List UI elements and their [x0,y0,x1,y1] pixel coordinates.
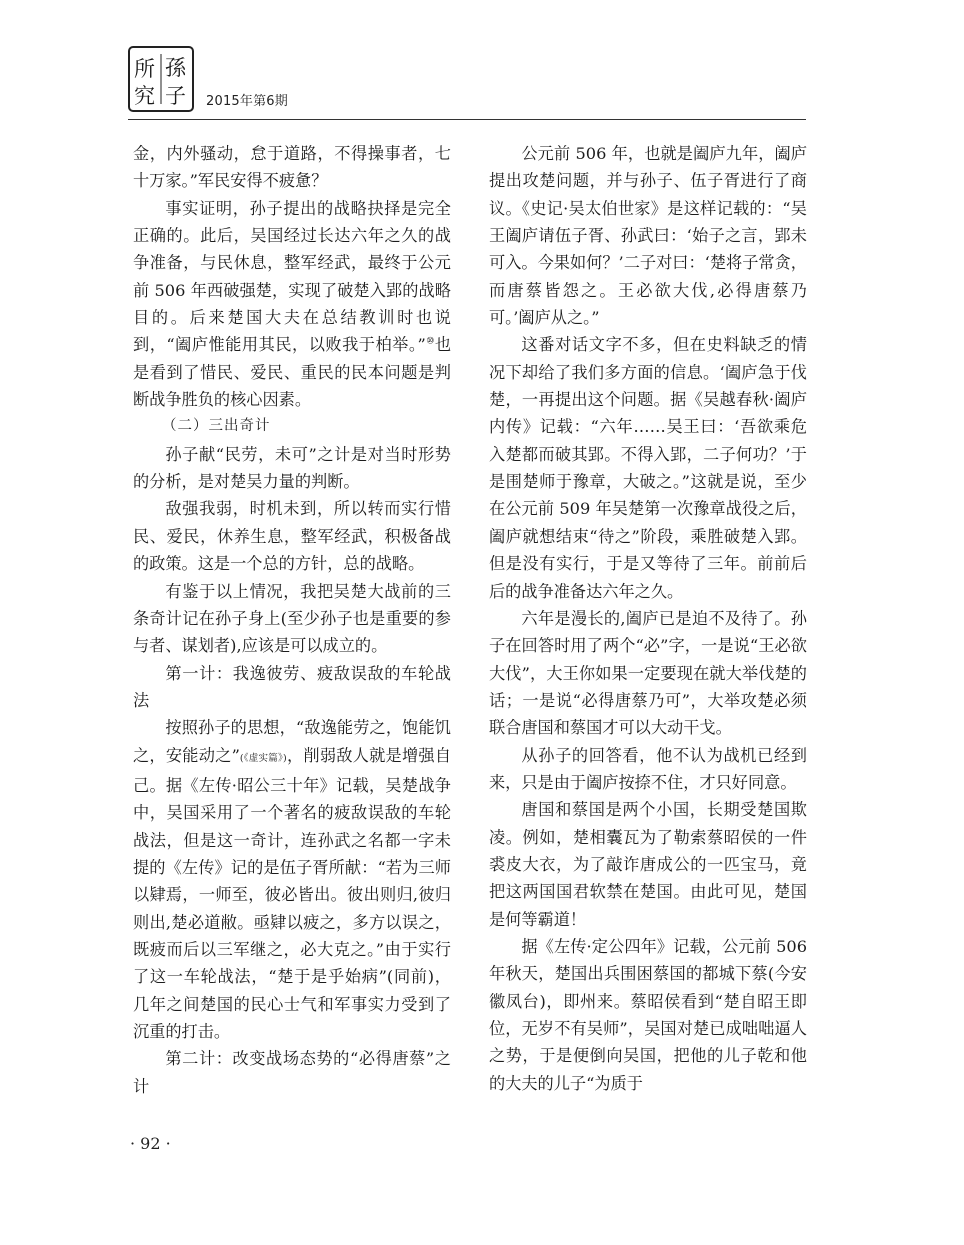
right-paragraph-3: 六年是漫长的,阖庐已是迫不及待了。孙子在回答时用了两个“必”字，一是说“王必欲大伐”，大王你如果一定要现在就大举伐楚的话；一是说“必得唐蔡乃可”，大举攻楚必须联合唐国和蔡国才可以大动干戈。 [489,608,807,738]
right-paragraph-6: 据《左传·定公四年》记载，公元前 506 年秋天，楚国出兵围困蔡国的都城下蔡(今安徽凤台)，即州来。蔡昭侯看到“楚自昭王即位，无岁不有吴师”，吴国对楚已成咄咄逼人之势，于是便倒向吴国，把他的儿子乾和他的大夫的儿子“为质于 [489,936,807,1093]
left-paragraph-7-text-a: 按照孙子的思想，“敌逸能劳之，饱能饥之，安能动之” [133,718,451,765]
right-column [489,140,807,1097]
left-column [133,140,451,1100]
footnote-ref: ⑩ [425,337,435,348]
left-paragraph-6: 第一计：我逸彼劳、疲敌误敌的车轮战法 [133,663,451,710]
left-paragraph-4: 敌强我弱，时机未到，所以转而实行惜民、爱民，休养生息，整军经武，积极备战的政策。这是一个总的方针，总的战略。 [133,499,451,574]
left-paragraph-8: 第二计：改变战场态势的“必得唐蔡”之计 [133,1049,451,1096]
right-paragraph-2: 这番对话文字不多，但在史料缺乏的情况下却给了我们多方面的信息。‘阖庐急于伐楚，一再提出这个问题。据《吴越春秋·阖庐内传》记载：“六年……吴王曰：‘吾欲乘危入楚都而破其郢。不得入郢，二子何功？’于是围楚师于豫章，大破之。”这就是说，至少在公元前 509 年吴楚第一次豫章战役之后，阖庐就想结束“待之”阶段，乘胜破楚入郢。但是没有实行，于是又等待了三年。前前后后的战争准备达六年之久。 [489,335,807,601]
left-paragraph-7-text-b: ，削弱敌人就是增强自己。据《左传·昭公三十年》记载，吴楚战争中，吴国采用了一个著名的疲敌误敌的车轮战法，但是这一奇计，连孙武之名都一字未提的《左传》记的是伍子胥所献：“若为三师以肄焉，一师至，彼必皆出。彼出则归,彼归则出,楚必道敝。亟肄以疲之，多方以误之，既疲而后以三军继之，必大克之。”由于实行了这一车轮战法，“楚于是乎始病”(同前)，几年之间楚国的民心士气和军事实力受到了沉重的打击。 [133,745,452,1041]
header-rule [128,119,806,120]
logo-char-4: 子 [165,84,186,108]
issue-label: 2015年第6期 [206,94,288,109]
left-paragraph-2-text-b: 也是看到了惜民、爱民、重民的民本问题是判断战争胜负的核心因素。 [133,335,451,410]
section-subheading: （二）三出奇计 [162,418,271,435]
logo-char-2: 孫 [165,56,186,80]
left-paragraph-7 [133,714,451,1045]
left-paragraph-2 [133,195,451,414]
logo-char-1: 所 [134,57,155,81]
citation-note: (《虚实篇》) [239,752,287,764]
left-paragraph-2-text-a: 事实证明，孙子提出的战略抉择是完全正确的。此后，吴国经过长达六年之久的战争准备，与民休息，整军经武，最终于公元前 506 年西破强楚，实现了破楚入郢的战略目的。后来楚国大夫在总结教训时也说到，“阖庐惟能用其民，以败我于柏举。” [133,198,451,355]
logo-frame-icon [130,48,192,110]
left-paragraph-3: 孙子献“民劳，未可”之计是对当时形势的分析，是对楚吴力量的判断。 [133,444,451,492]
right-paragraph-4: 从孙子的回答看，他不认为战机已经到来，只是由于阖庐按捺不住，才只好同意。 [489,745,807,792]
right-paragraph-5: 唐国和蔡国是两个小国，长期受楚国欺凌。例如，楚相囊瓦为了勒索蔡昭侯的一件裘皮大衣，为了敲诈唐成公的一匹宝马，竟把这两国国君软禁在楚国。由此可见，楚国是何等霸道！ [489,800,807,929]
right-paragraph-1: 公元前 506 年，也就是阖庐九年，阖庐提出攻楚问题，并与孙子、伍子胥进行了商议。《史记·吴太伯世家》是这样记载的：“吴王阖庐请伍子胥、孙武曰：‘始子之言，郢未可入。今果如何？’二子对曰：‘楚将子常贪，而唐蔡皆怨之。王必欲大伐,必得唐蔡乃可。’阖庐从之。” [489,144,807,328]
left-paragraph-1: 金，内外骚动，怠于道路，不得操事者，七十万家。”军民安得不疲惫？ [133,144,451,191]
left-paragraph-5: 有鉴于以上情况，我把吴楚大战前的三条奇计记在孙子身上(至少孙子也是重要的参与者、谋划者),应该是可以成立的。 [133,581,451,656]
page-number: · 92 · [130,1134,171,1153]
journal-logo [128,46,194,112]
logo-char-3: 究 [134,84,155,108]
